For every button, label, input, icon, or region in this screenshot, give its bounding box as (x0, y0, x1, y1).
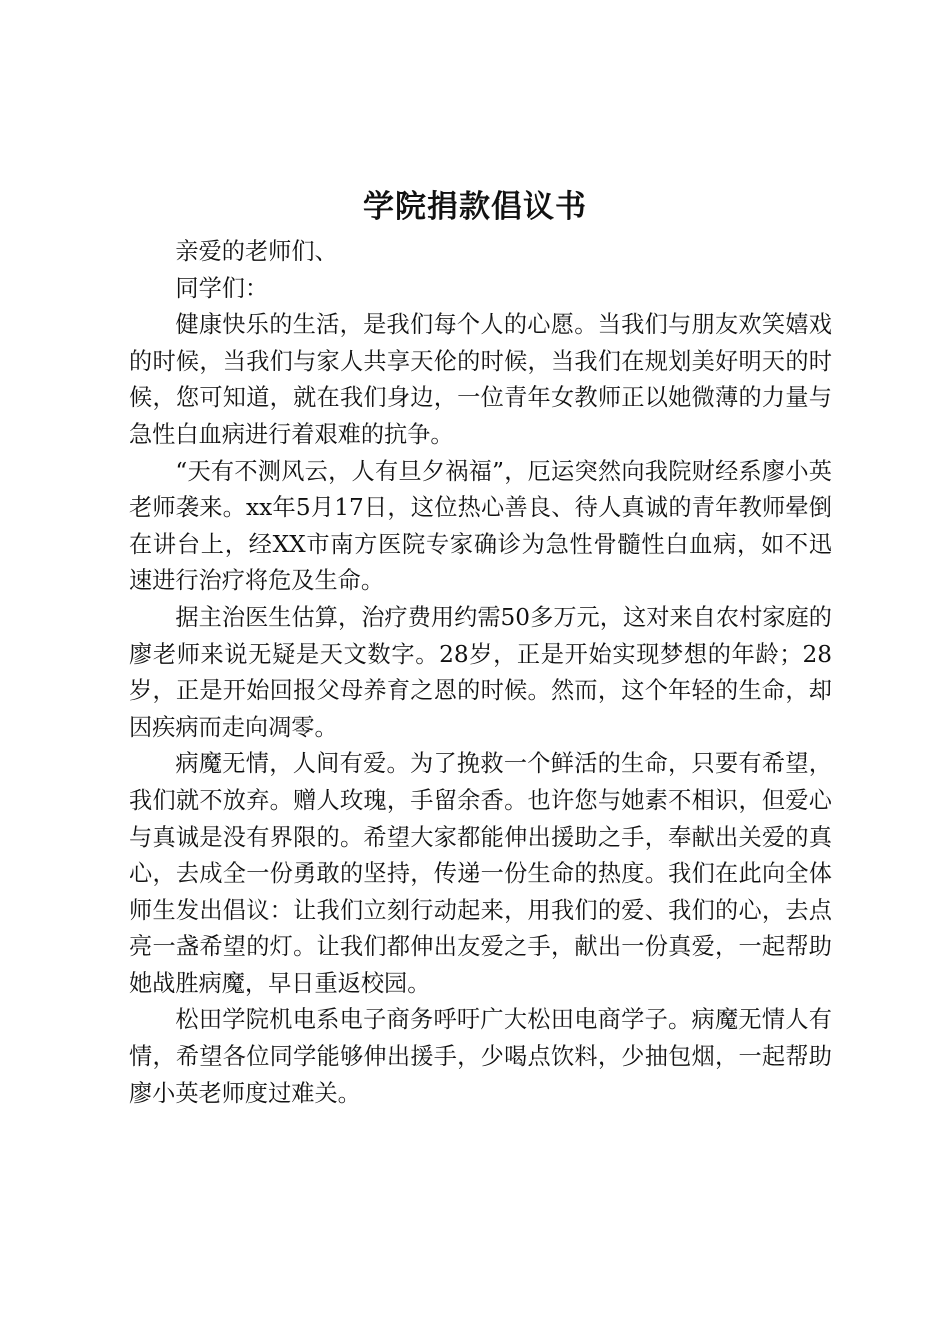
salutation-line: 亲爱的老师们、 (175, 238, 338, 265)
salutation-line: 同学们： (175, 274, 269, 302)
body-paragraph: 据主治医生估算，治疗费用约需50多万元，这对来自农村家庭的廖老师来说无疑是天文数字。28岁，正是开始实现梦想的年龄；28岁，正是开始回报父母养育之恩的时候。然而，这个年轻的生命，却因疾病而走向凋零。 (129, 603, 832, 741)
body-paragraph: 病魔无情，人间有爱。为了挽救一个鲜活的生命，只要有希望，我们就不放弃。赠人玫瑰，手留余香。也许您与她素不相识，但爱心与真诚是没有界限的。希望大家都能伸出援助之手，奉献出关爱的真心，去成全一份勇敢的坚持，传递一份生命的热度。我们在此向全体师生发出倡议：让我们立刻行动起来，用我们的爱、我们的心，去点亮一盏希望的灯。让我们都伸出友爱之手，献出一份真爱，一起帮助她战胜病魔，早日重返校园。 (129, 750, 832, 997)
body-paragraph: 松田学院机电系电子商务呼吁广大松田电商学子。病魔无情人有情，希望各位同学能够伸出援手，少喝点饮料，少抽包烟，一起帮助廖小英老师度过难关。 (129, 1006, 832, 1107)
document-body (129, 234, 832, 1112)
body-paragraph: 健康快乐的生活，是我们每个人的心愿。当我们与朋友欢笑嬉戏的时候，当我们与家人共享天伦的时候，当我们在规划美好明天的时候，您可知道，就在我们身边，一位青年女教师正以她微薄的力量与急性白血病进行着艰难的抗争。 (129, 311, 832, 448)
body-paragraph: “天有不测风云，人有旦夕祸福”，厄运突然向我院财经系廖小英老师袭来。xx年5月17日，这位热心善良、待人真诚的青年教师晕倒在讲台上，经XX市南方医院专家确诊为急性骨髓性白血病，如不迅速进行治疗将危及生命。 (129, 457, 832, 595)
document-title: 学院捐款倡议书 (363, 189, 587, 225)
